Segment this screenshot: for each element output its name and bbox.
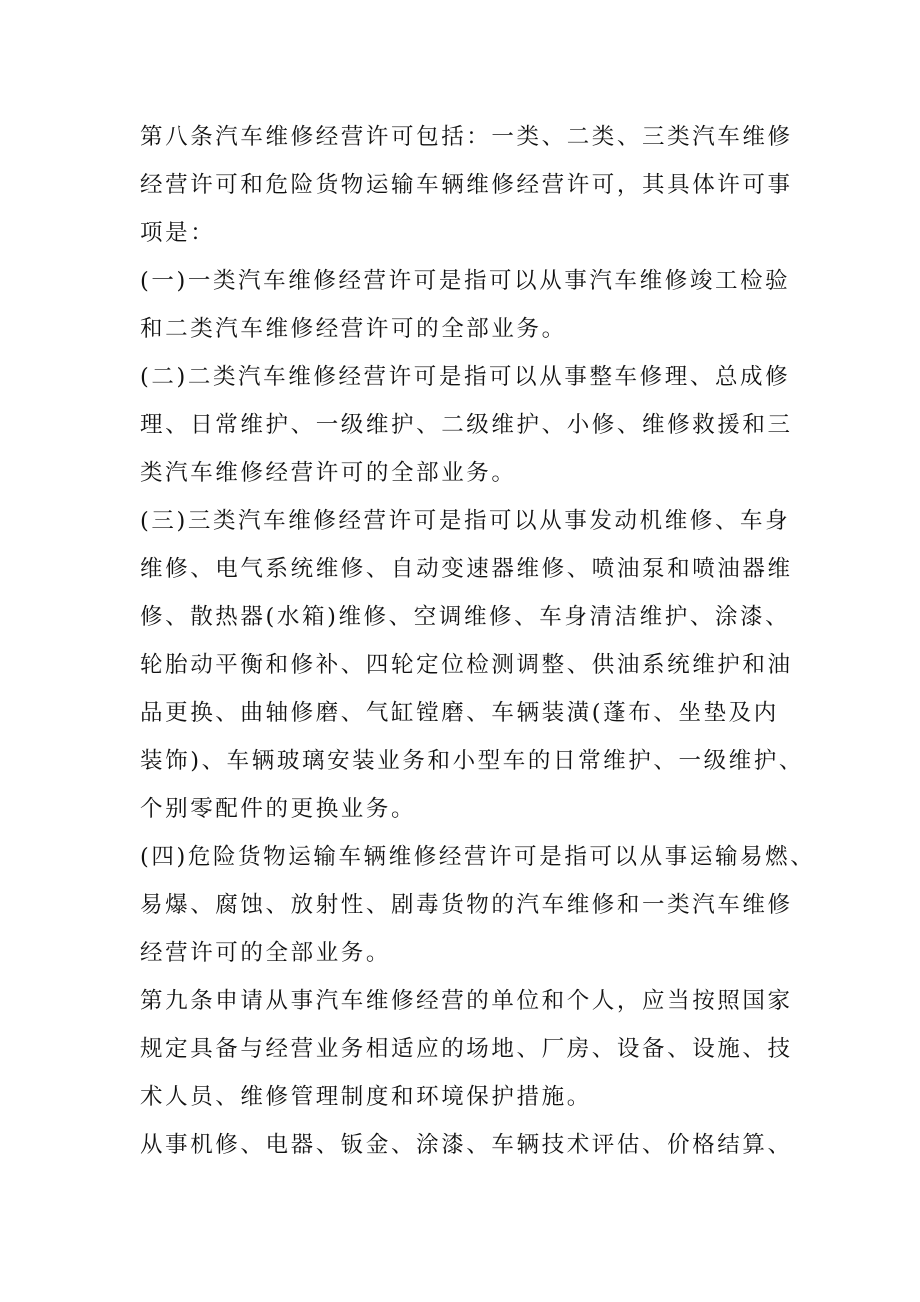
text-line: (一)一类汽车维修经营许可是指可以从事汽车维修竣工检验: [140, 268, 791, 294]
text-line: 第八条汽车维修经营许可包括：一类、二类、三类汽车维修: [140, 124, 793, 150]
text-line: (二)二类汽车维修经营许可是指可以从事整车修理、总成修: [140, 364, 791, 390]
text-line: 类汽车维修经营许可的全部业务。: [140, 460, 517, 486]
text-line: 规定具备与经营业务相适应的场地、厂房、设备、设施、技: [140, 1036, 793, 1062]
text-line: 易爆、腐蚀、放射性、剧毒货物的汽车维修和一类汽车维修: [140, 892, 793, 918]
text-line: 理、日常维护、一级维护、二级维护、小修、维修救援和三: [140, 412, 793, 438]
text-line: 和二类汽车维修经营许可的全部业务。: [140, 316, 567, 342]
document-body: [140, 113, 816, 1169]
text-line: 装饰)、车辆玻璃安装业务和小型车的日常维护、一级维护、: [140, 748, 804, 774]
text-line: 第九条申请从事汽车维修经营的单位和个人，应当按照国家: [140, 988, 793, 1014]
text-line: 经营许可和危险货物运输车辆维修经营许可，其具体许可事: [140, 172, 793, 198]
text-line: 维修、电气系统维修、自动变速器维修、喷油泵和喷油器维: [140, 556, 793, 582]
text-line: 从事机修、电器、钣金、涂漆、车辆技术评估、价格结算、: [140, 1132, 793, 1158]
text-line: (四)危险货物运输车辆维修经营许可是指可以从事运输易燃、: [140, 844, 816, 870]
text-line: 个别零配件的更换业务。: [140, 796, 417, 822]
text-line: 术人员、维修管理制度和环境保护措施。: [140, 1084, 592, 1110]
text-line: 项是：: [140, 220, 216, 246]
text-line: 轮胎动平衡和修补、四轮定位检测调整、供油系统维护和油: [140, 652, 793, 678]
text-line: 经营许可的全部业务。: [140, 940, 392, 966]
text-line: (三)三类汽车维修经营许可是指可以从事发动机维修、车身: [140, 508, 791, 534]
text-line: 品更换、曲轴修磨、气缸镗磨、车辆装潢(蓬布、坐垫及内: [140, 700, 779, 726]
text-line: 修、散热器(水箱)维修、空调维修、车身清洁维护、涂漆、: [140, 604, 791, 630]
